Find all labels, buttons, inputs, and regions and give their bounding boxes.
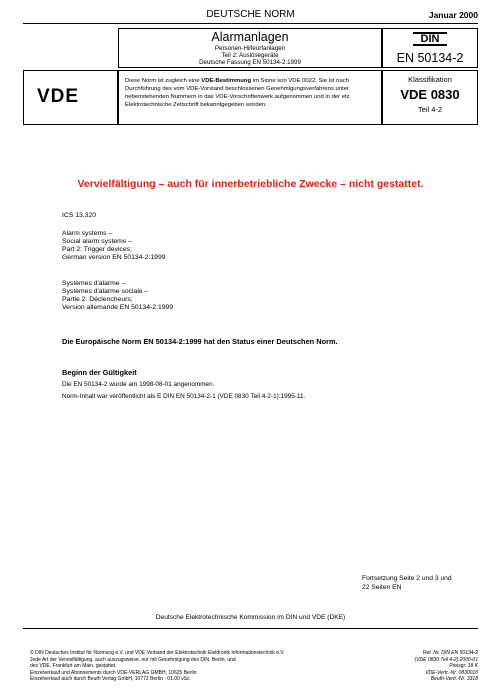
french-title-line: Systèmes d'alarme –: [62, 280, 126, 287]
header-rule: [23, 23, 478, 24]
validity-line: Norm-Inhalt war veröffentlicht als E DIN EN 50134-2-1 (VDE 0830 Teil 4-2-1):1995-11.: [62, 393, 306, 400]
footer-ref-line: Ref. Nr. DIN EN 50134-2: [422, 650, 478, 656]
standard-title: Alarmanlagen: [211, 30, 289, 44]
french-title-line: Version allemande EN 50134-2:1999: [62, 304, 174, 311]
vde-note-line: nebenstehenden Nummern in das VDE-Vorschriftenwerk aufgenommen und in der etz: [125, 94, 350, 100]
vde-logo-block: [23, 70, 118, 125]
validity-line: Die EN 50134-2 wurde am 1998-08-01 angenommen.: [62, 381, 215, 388]
copy-warning: Vervielfältigung – auch für innerbetriebliche Zwecke – nicht gestattet.: [77, 178, 424, 190]
footer-line: des VDE, Frankfurt am Main, gestattet.: [30, 663, 117, 669]
title-block: [118, 28, 382, 68]
footer-ref-line: Beuth-Vertr.-Nr. 3318: [430, 676, 478, 682]
english-title-line: German version EN 50134-2:1999: [62, 254, 166, 261]
status-statement: Die Europäische Norm EN 50134-2:1999 hat den Status einer Deutschen Norm.: [62, 337, 338, 346]
french-title-line: Systèmes d'alarme sociale –: [62, 288, 149, 295]
english-title-line: Alarm systems –: [62, 230, 113, 237]
footer-ref-line: Preisgr. 18 K: [449, 663, 478, 669]
footer-reference: [415, 650, 478, 683]
continuation-line: 22 Seiten EN: [362, 584, 402, 591]
footer-line: Einzelverkauf auch durch Beuth Verlag GmbH, 10772 Berlin · 01.00 vSc: [30, 676, 190, 682]
english-title-line: Part 2: Trigger devices;: [62, 246, 132, 253]
continuation-note: [362, 574, 452, 592]
english-title-line: Social alarm systems –: [62, 238, 132, 245]
ics-code: ICS 13.320: [62, 212, 97, 219]
footer-line: © DIN Deutsches Institut für Normung e.V. und VDE Verband der Elektrotechnik Elektronik Informationstechnik e.V.: [30, 650, 285, 656]
vde-note-line: Elektrotechnische Zeitschrift bekanntgegeben worden.: [125, 102, 267, 108]
continuation-line: Fortsetzung Seite 2 und 3 und: [362, 575, 452, 582]
publication-date: Januar 2000: [428, 10, 478, 20]
english-title-block: [62, 230, 166, 262]
footer-rule: [23, 628, 478, 629]
validity-heading: Beginn der Gültigkeit: [62, 368, 137, 377]
vde-logo: VDE: [37, 86, 80, 107]
footer-ref-line: (VDE 0830 Teil 4-2):2000-01: [414, 656, 478, 663]
footer-ref-line: VDE-Vertr.-Nr. 0830010: [425, 669, 478, 676]
footer-line: Einzelverkauf und Abonnements durch VDE-VERLAG GMBH, 10625 Berlin: [30, 669, 197, 676]
standard-number: EN 50134-2: [396, 51, 464, 65]
classification-part: Teil 4-2: [417, 105, 443, 114]
classification-value: VDE 0830: [400, 87, 460, 102]
vde-note-line: Diese Norm ist zugleich eine VDE-Bestimmung im Sinne von VDE 0022. Sie ist nach: [125, 78, 349, 84]
din-logo: DIN: [413, 32, 447, 46]
din-number-block: [382, 28, 478, 68]
french-title-block: [62, 280, 173, 312]
classification-block: [382, 70, 478, 125]
french-title-line: Partie 2: Déclencheurs;: [62, 296, 133, 303]
title-subline: Teil 2: Auslösegeräte: [221, 52, 279, 59]
vde-note-text: [125, 77, 377, 109]
issuing-commission: Deutsche Elektrotechnische Kommission im DIN und VDE (DKE): [155, 614, 346, 621]
title-subline: Personen-Hilfeurfanlagen: [214, 45, 286, 52]
footer-copyright: [30, 650, 285, 683]
footer-line: Jede Art der Vervielfältigung, auch auszugsweise, nur mit Genehmigung des DIN, Berlin, und: [30, 656, 236, 663]
vde-note-line: Durchführung des vom VDE-Vorstand beschlossenen Genehmigungsverfahrens unter: [125, 86, 349, 92]
document-type-title: DEUTSCHE NORM: [206, 9, 295, 20]
vde-note-block: [118, 70, 382, 125]
title-subline: Deutsche Fassung EN 50134-2:1999: [199, 59, 301, 66]
classification-label: Klassifikation: [408, 75, 452, 84]
document-header: [23, 8, 478, 22]
